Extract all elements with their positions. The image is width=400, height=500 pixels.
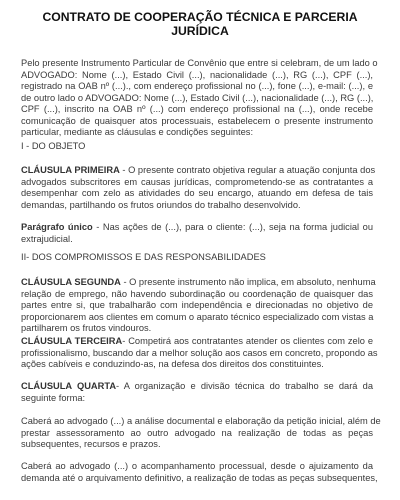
document-title-line-1: CONTRATO DE COOPERAÇÃO TÉCNICA E PARCERIA [42, 10, 358, 24]
clause-line [21, 381, 373, 393]
clause-line [21, 336, 373, 348]
intro-line: particular, mediante as cláusulas e condições seguintes: [21, 127, 254, 137]
clause-primeira [21, 165, 376, 211]
document-title-line-2: JURÍDICA [171, 24, 229, 38]
paragraph-line: subsequentes, recursos e prazos. [21, 439, 161, 449]
clause-label: CLÁUSULA PRIMEIRA [21, 165, 120, 175]
clause-segunda [21, 277, 376, 335]
clause-line [21, 165, 376, 177]
clause-line: proporcionarem aos clientes em comum o aparato técnico especializado com vistas a [21, 311, 374, 322]
clause-line: partilharem os frutos vindouros. [21, 323, 152, 333]
clause-line: advogados subscritores em causas jurídicas, comprometendo-se as contratantes a [21, 176, 373, 187]
paragraph-line: Caberá ao advogado (...) o acompanhamento processual, desde o ajuizamento da [21, 461, 373, 471]
clause-terceira [21, 336, 378, 371]
clause-label: CLÁUSULA SEGUNDA [21, 277, 121, 287]
clause-label: CLÁUSULA QUARTA [21, 381, 117, 391]
clause-line: seguinte forma: [21, 392, 86, 403]
intro-line: de outro lado o ADVOGADO: Nome (...), Estado Civil (...), nacionalidade (...), RG (...), [21, 92, 374, 103]
intro-line: Pelo presente Instrumento Particular de Convênio que entre si celebram, de um lado o [21, 58, 378, 68]
clause-line: extrajudicial. [21, 233, 73, 244]
clause-line: profissionalismo, buscando dar a melhor solução aos casos em concreto, propondo as [21, 347, 378, 358]
paragraph-line: Caberá ao advogado (...) a análise documental e elaboração da petição inicial, além de [21, 416, 381, 426]
paragraph-divisao-b [21, 461, 378, 484]
clause-line [21, 277, 376, 289]
section-heading-objeto: I - DO OBJETO [21, 141, 86, 151]
clause-line: desempenhar com zelo as atividades do seu encargo, atuando em defesa de tais [21, 188, 373, 198]
intro-line: comunicação de quaisquer atos processuais, estabelecem o presente instrumento [21, 115, 373, 126]
clause-label: Parágrafo único [21, 222, 93, 232]
clause-line: ações cabíveis e conduzindo-as, na defesa dos direitos dos constituintes. [21, 359, 324, 369]
clause-label: CLÁUSULA TERCEIRA [21, 336, 123, 346]
intro-line: registrado na OAB nº (...)., com endereço profissional no (...), fone (...), e-mail: (...), e [21, 81, 373, 91]
clause-line: demandas, partilhando os frutos oriundos do trabalho desenvolvido. [21, 199, 301, 210]
clause-text: - A organização e divisão técnica do trabalho se dará da [116, 381, 373, 391]
clause-text: - Competirá aos contratantes atender os clientes com zelo e [122, 336, 374, 346]
paragrafo-unico [21, 222, 373, 245]
clause-quarta [21, 381, 373, 404]
paragraph-divisao-a [21, 416, 381, 451]
intro-line: CPF (...), inscrito na OAB nº (...) com endereço profissional na (...), onde recebe [21, 104, 373, 114]
clause-text: - O presente instrumento não implica, em absoluto, nenhuma [120, 277, 376, 287]
intro-line: ADVOGADO: Nome (...), Estado Civil (...), nacionalidade (...), RG (...), CPF (...), [21, 69, 373, 80]
paragraph-line: prestar assessoramento ao outro advogado na realização de todas as peças [21, 427, 373, 438]
clause-line: relação de emprego, não havendo subordinação ou coordenação de quaisquer das [21, 288, 373, 299]
clause-line: partes entre si, que trabalharão com independência e direcionadas no objetivo de [21, 300, 373, 310]
clause-text: - Nas ações de (...), para o cliente: (...), seja na forma judicial ou [92, 222, 373, 232]
intro-paragraph [21, 58, 378, 139]
clause-text: - O presente contrato objetiva regular a atuação conjunta dos [119, 165, 376, 175]
section-heading-compromissos: II- DOS COMPROMISSOS E DAS RESPONSABILIDADES [21, 252, 266, 262]
paragraph-line: demanda até o arquivamento definitivo, a realização de todas as peças subsequentes, [21, 472, 378, 483]
clause-line [21, 222, 373, 234]
